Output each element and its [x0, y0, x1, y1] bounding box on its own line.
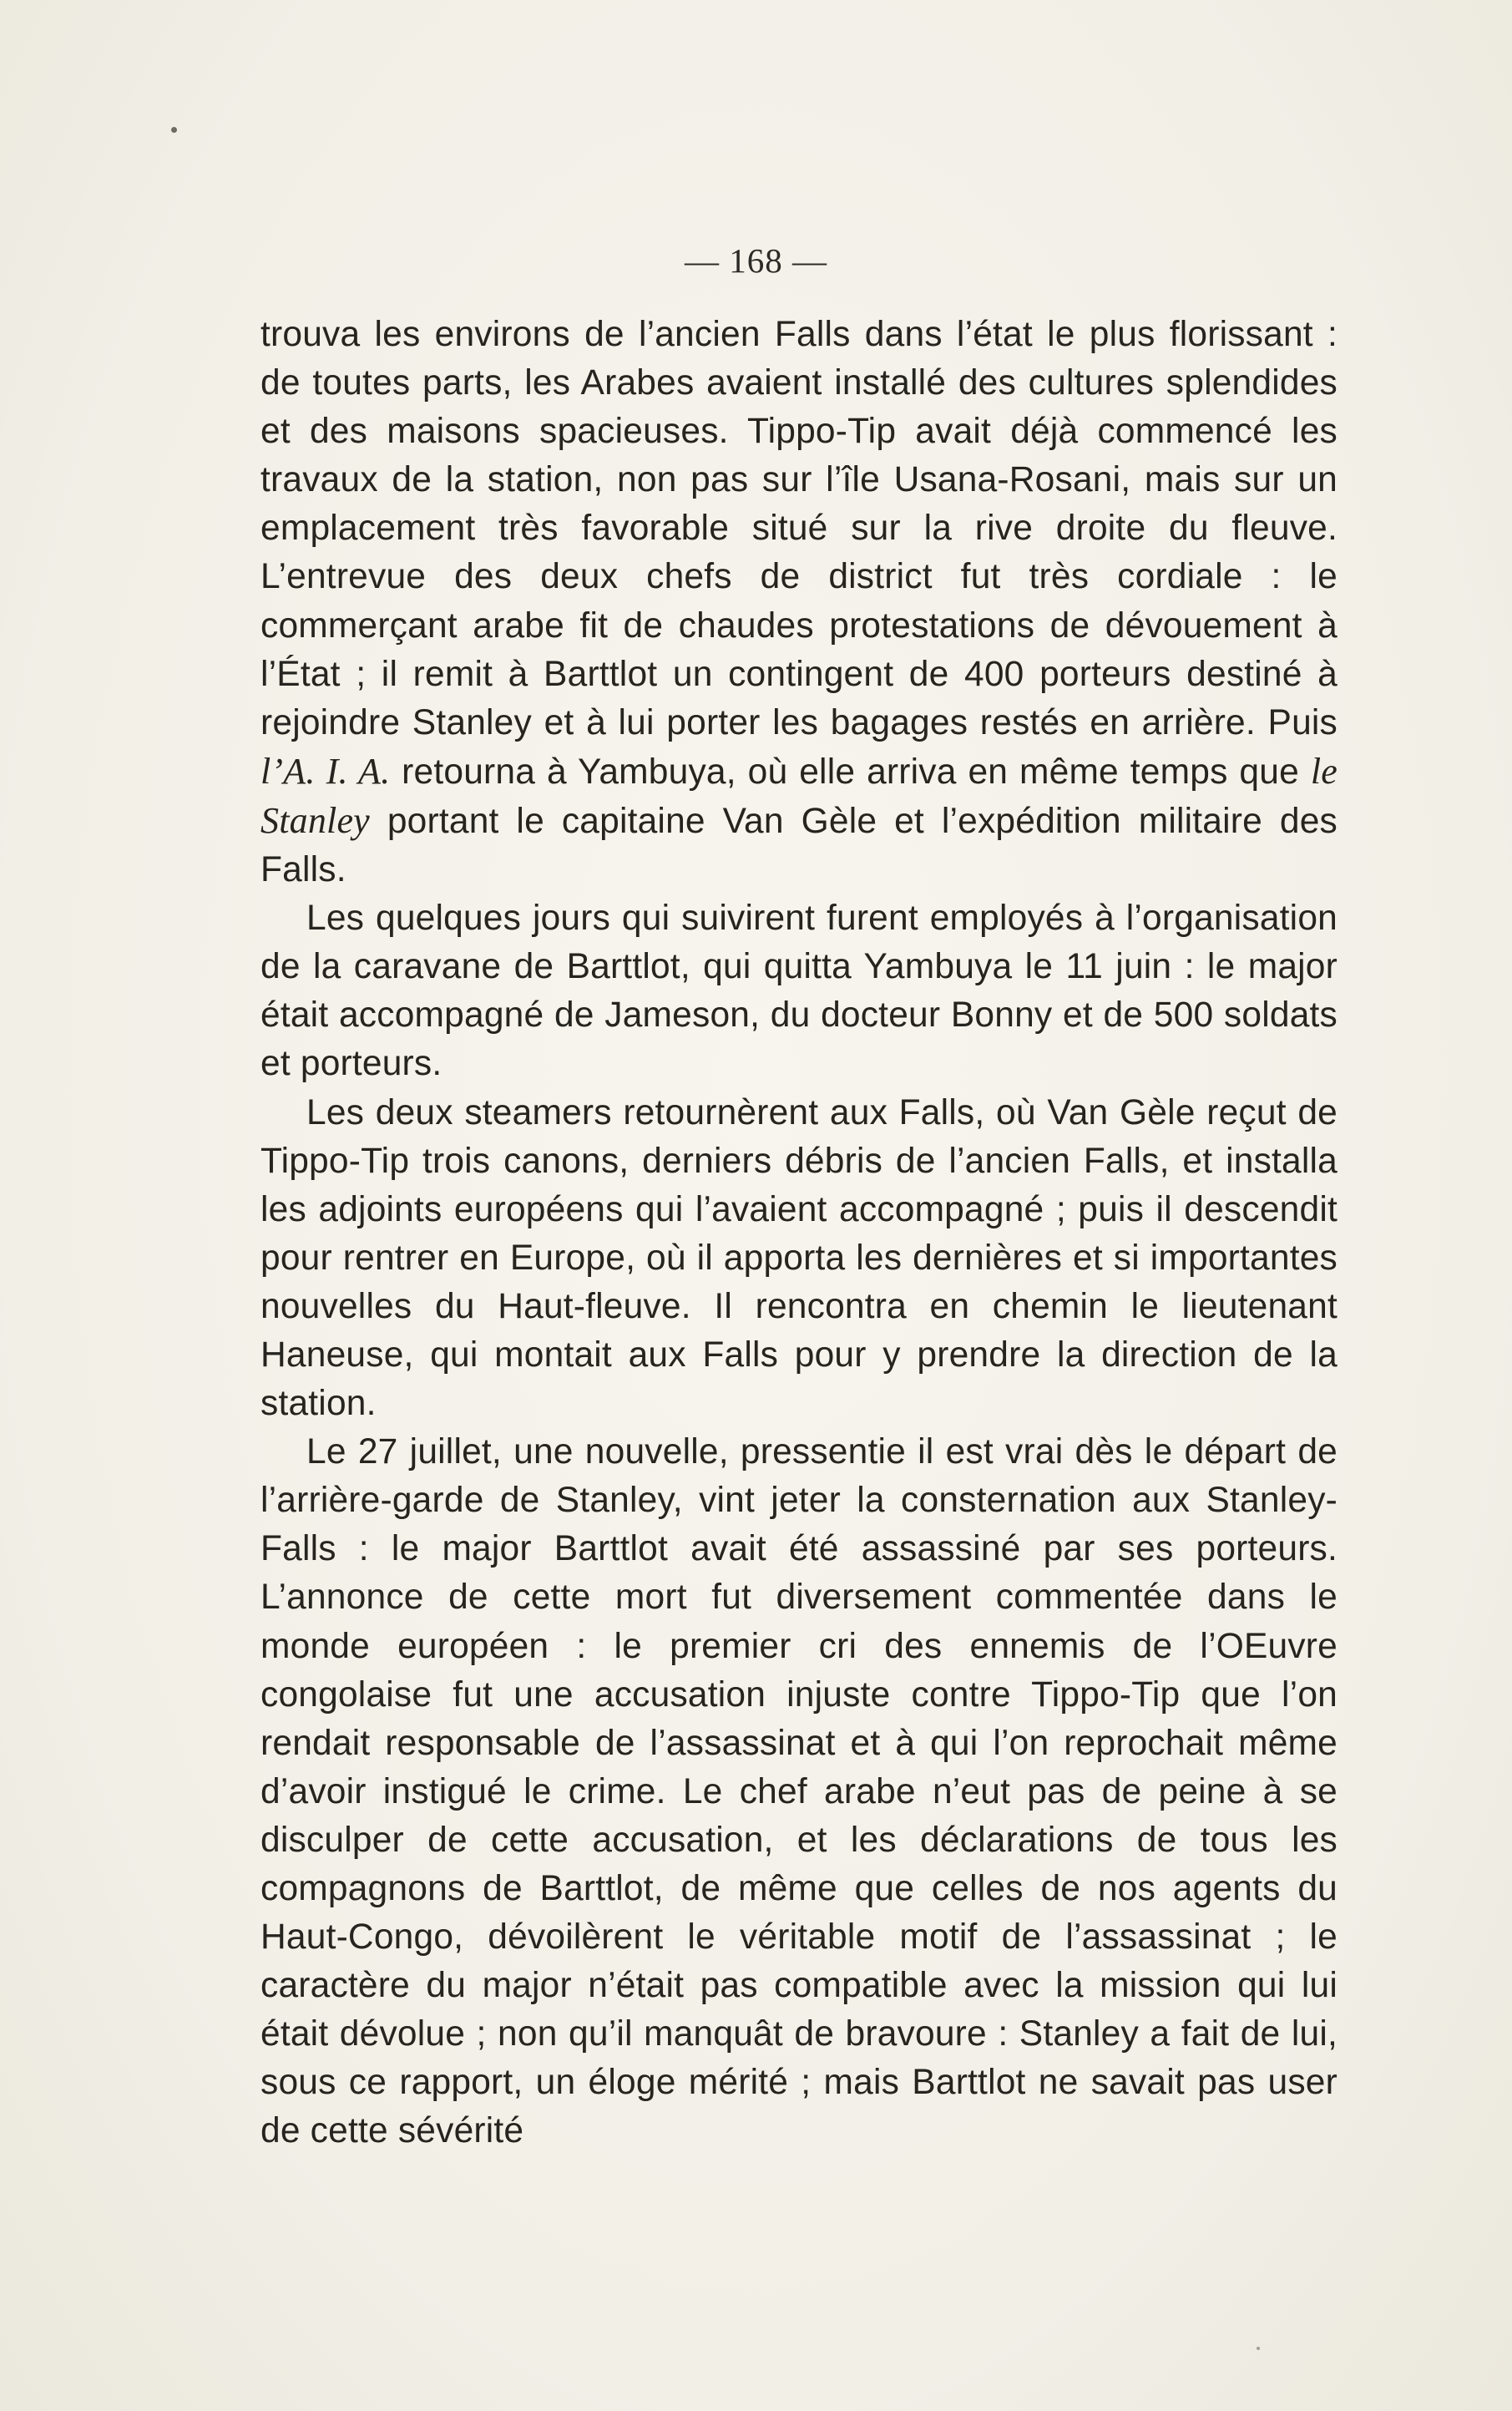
paper-speck: [171, 127, 177, 133]
italic-run: l’A. I. A.: [260, 750, 391, 792]
paragraph-1: [260, 311, 1338, 894]
paragraph-4: [260, 1428, 1338, 2155]
text-run: trouva les environs de l’ancien Falls dans l’état le plus florissant : de toutes parts, les Arabes avaient installé des cultures splendides et des maisons spacieuses. Tippo-Tip avait déjà commencé les travaux de la station, non pas sur l’île Usana-Rosani, mais sur un emplacement très favorable situé sur la rive droite du fleuve. L’entrevue des deux chefs de district fut très cordiale : le commerçant arabe fit de chaudes protestations de dévouement à l’État ; il remit à Barttlot un contingent de 400 porteurs destiné à rejoindre Stanley et à lui porter les bagages restés en arrière. Puis: [260, 315, 1338, 742]
text-run: portant le capitaine Van Gèle et l’expédition militaire des Falls.: [260, 801, 1338, 890]
text-run: retourna à Yambuya, où elle arriva en même temps que: [390, 752, 1311, 792]
paragraph-3: [260, 1089, 1338, 1429]
italic-run: le Stanley: [260, 750, 1338, 841]
page-number: — 168 —: [685, 241, 827, 280]
text-run: Le 27 juillet, une nouvelle, pressentie il est vrai dès le départ de l’arrière-garde de Stanley, vint jeter la consternation aux Stanley-Falls : le major Barttlot avait été assassiné par ses porteurs. L’annonce de cette mort fut diversement commentée dans le monde européen : le premier cri des ennemis de l’OEuvre congolaise fut une accusation injuste contre Tippo-Tip que l’on rendait responsable de l’assassinat et à qui l’on reprochait même d’avoir instigué le crime. Le chef arabe n’eut pas de peine à se disculper de cette accusation, et les déclarations de tous les compagnons de Barttlot, de même que celles de nos agents du Haut-Congo, dévoilèrent le véritable motif de l’assassinat ; le caractère du major n’était pas compatible avec la mission qui lui était dévolue ; non qu’il manquât de bravoure : Stanley a fait de lui, sous ce rapport, un éloge mérité ; mais Barttlot ne savait pas user de cette sévérité: [260, 1432, 1338, 2151]
body-text: [260, 311, 1338, 2156]
paper-speck: [1257, 2347, 1260, 2350]
paragraph-2: [260, 894, 1338, 1088]
text-run: Les quelques jours qui suivirent furent employés à l’organisation de la caravane de Barttlot, qui quitta Yambuya le 11 juin : le major était accompagné de Jameson, du docteur Bonny et de 500 soldats et porteurs.: [260, 899, 1338, 1084]
text-run: Les deux steamers retournèrent aux Falls, où Van Gèle reçut de Tippo-Tip trois canons, derniers débris de l’ancien Falls, et installa les adjoints européens qui l’avaient accompagné ; puis il descendit pour rentrer en Europe, où il apporta les dernières et si importantes nouvelles du Haut-fleuve. Il rencontra en chemin le lieutenant Haneuse, qui montait aux Falls pour y prendre la direction de la station.: [260, 1092, 1338, 1424]
